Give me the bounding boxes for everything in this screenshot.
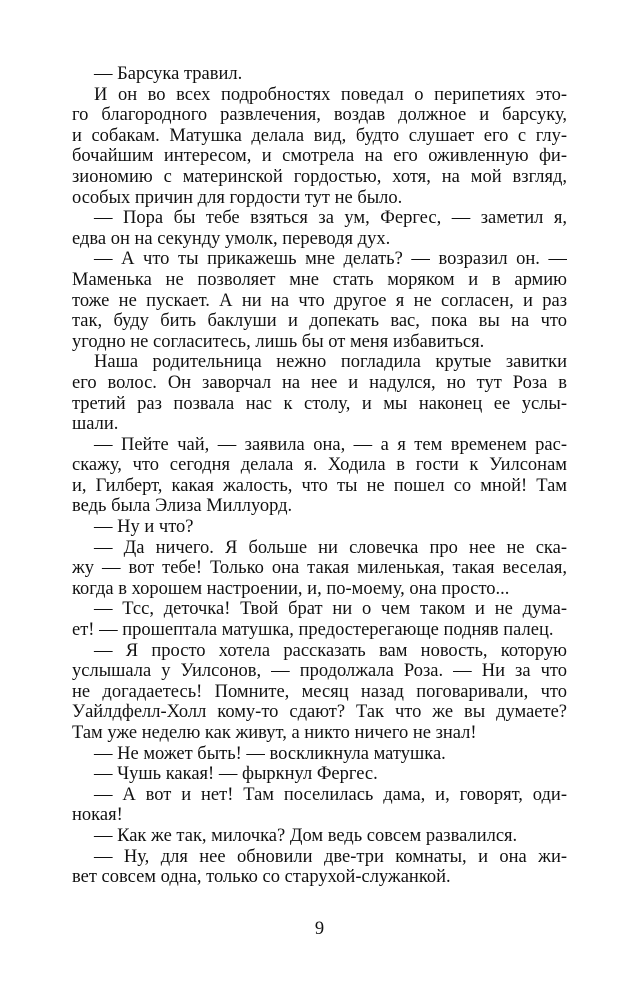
text-line: бочайшим интересом, и смотрела на его оживленную фи- (72, 146, 567, 167)
text-line: — А что ты прикажешь мне делать? — возразил он. — (94, 249, 567, 270)
text-line: не догадаетесь! Помните, месяц назад поговаривали, что (72, 681, 567, 702)
text-line: Там уже неделю как живут, а никто ничего не знал! (72, 723, 477, 743)
text-line: третий раз позвала нас к столу, и мы наконец ее услы- (72, 393, 567, 414)
text-line: — Пора бы тебе взяться за ум, Фергес, — заметил я, (94, 208, 567, 229)
text-line: — Пейте чай, — заявила она, — а я тем временем рас- (94, 434, 567, 455)
text-line: го благородного развлечения, воздав должное и барсуку, (72, 105, 567, 126)
text-line: едва он на секунду умолк, переводя дух. (72, 228, 391, 249)
text-line: — Тсс, деточка! Твой брат ни о чем таком и не дума- (94, 599, 567, 620)
text-line: — Как же так, милочка? Дом ведь совсем развалился. (94, 825, 518, 846)
text-line: — Я просто хотела рассказать вам новость, которую (94, 640, 567, 661)
text-line: — Ну, для нее обновили две-три комнаты, и она жи- (94, 846, 567, 867)
text-line: — Не может быть! — воскликнула матушка. (94, 743, 446, 764)
text-line: — Ну и что? (94, 517, 194, 538)
text-line: зиономию с материнской гордостью, хотя, на мой взгляд, (72, 166, 567, 187)
text-line: тоже не пускает. А ни на что другое я не согласен, и раз (72, 290, 567, 311)
text-line: нокая! (72, 805, 123, 826)
text-line: шали. (72, 414, 119, 435)
text-line: — Да ничего. Я больше ни словечка про нее не ска- (94, 537, 567, 558)
text-line: его волос. Он заворчал на нее и надулся, но тут Роза в (72, 372, 567, 393)
text-line: Маменька не позволяет мне стать моряком и в армию (72, 269, 567, 290)
text-line: угодно не согласитесь, лишь бы от меня избавиться. (72, 331, 485, 352)
text-line: И он во всех подробностях поведал о перипетиях это- (94, 84, 567, 105)
page-number: 9 (314, 919, 325, 939)
text-line: Уайлдфелл-Холл кому-то сдают? Так что же вы думаете? (72, 702, 567, 723)
text-line: — А вот и нет! Там поселилась дама, и, говорят, оди- (94, 784, 567, 805)
text-line: ет! — прошептала матушка, предостерегающе подняв палец. (72, 620, 554, 641)
text-line: — Барсука травил. (94, 64, 243, 84)
text-line: особых причин для гордости тут не было. (72, 187, 403, 208)
text-line: и, Гилберт, какая жалость, что ты не пошел со мной! Там (72, 475, 567, 496)
text-line: и собакам. Матушка делала вид, будто слушает его с глу- (72, 125, 567, 146)
text-line: так, буду бить баклуши и допекать вас, пока вы на что (72, 311, 567, 332)
text-line: когда в хорошем настроении, и, по-моему, она просто... (72, 578, 510, 599)
text-line: услышала у Уилсонов, — продолжала Роза. — Ни за что (72, 661, 567, 682)
text-line: жу — вот тебе! Только она такая миленькая, такая веселая, (72, 558, 567, 579)
text-line: Наша родительница нежно погладила крутые завитки (94, 352, 567, 373)
text-line: ведь была Элиза Миллуорд. (72, 496, 293, 517)
text-line: — Чушь какая! — фыркнул Фергес. (94, 764, 378, 785)
text-line: вет совсем одна, только со старухой-служанкой. (72, 867, 451, 888)
text-line: скажу, что сегодня делала я. Ходила в гости к Уилсонам (72, 455, 567, 476)
page-text (72, 64, 567, 888)
